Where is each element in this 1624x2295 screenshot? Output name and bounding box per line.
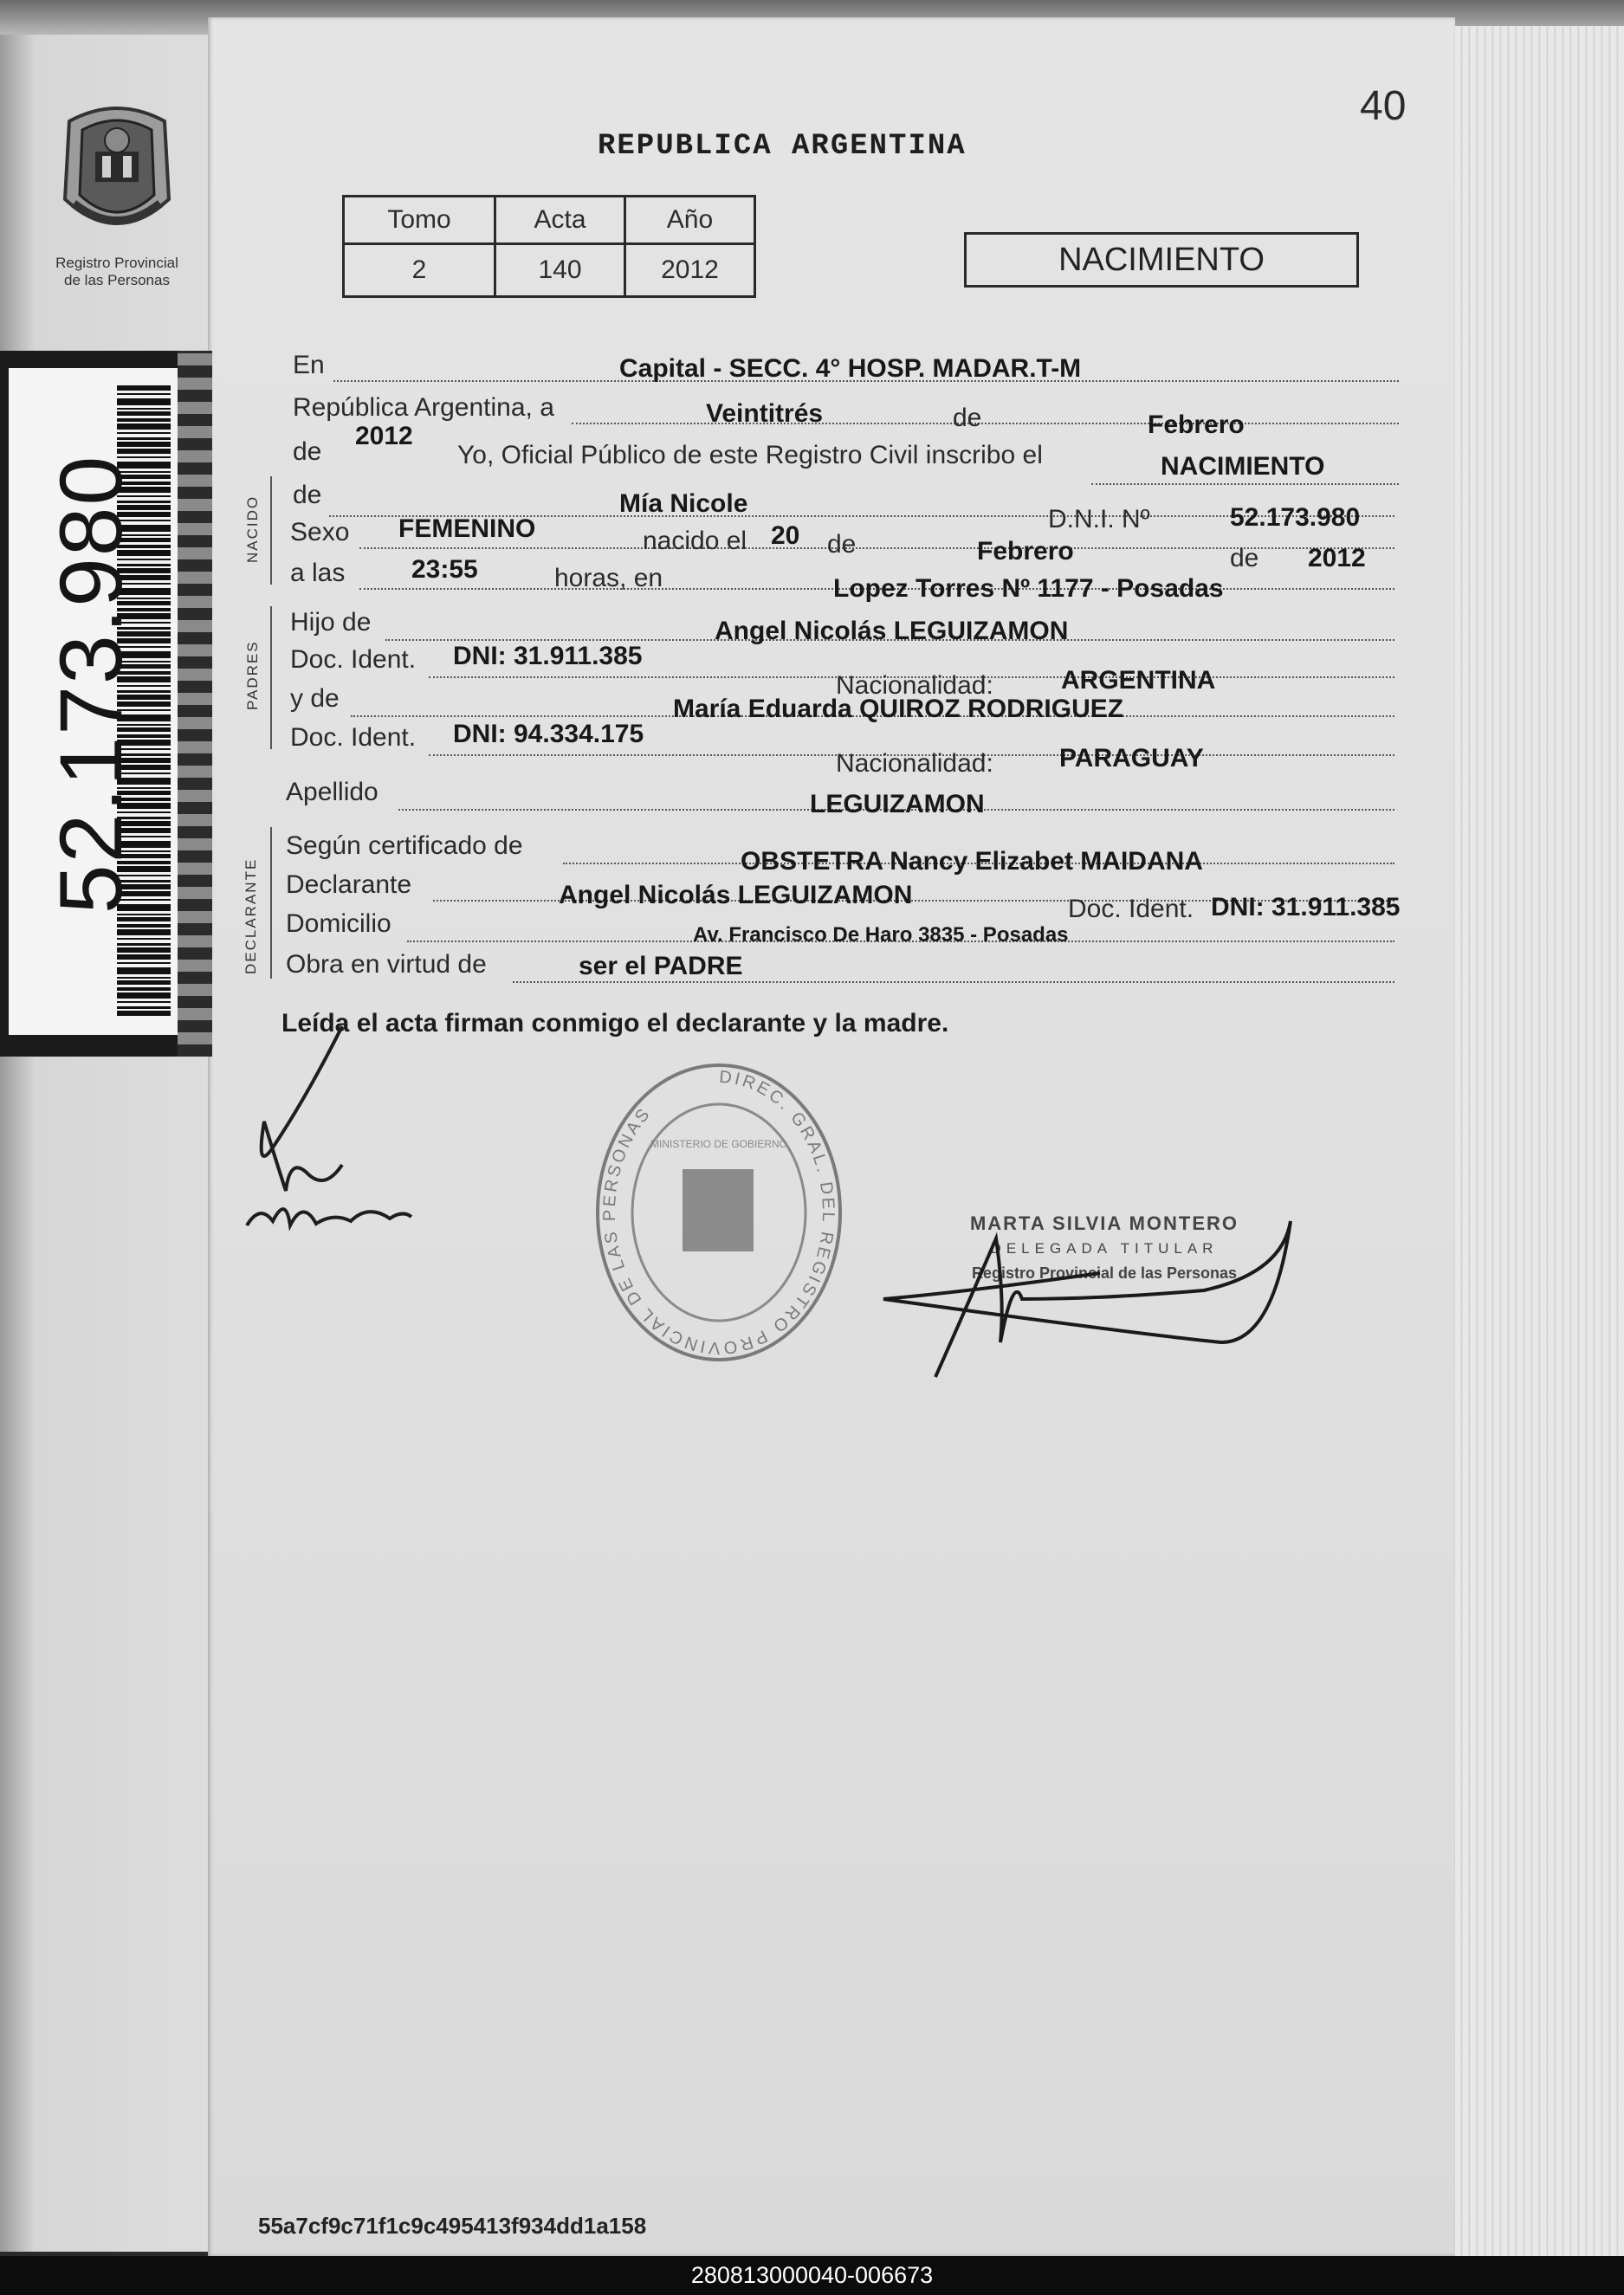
row-apellido xyxy=(286,778,1420,817)
child-dni: 52.173.980 xyxy=(1230,503,1361,532)
hijo-de-label: Hijo de xyxy=(290,608,372,637)
apellido-label: Apellido xyxy=(286,778,379,806)
father-nationality: ARGENTINA xyxy=(1061,666,1216,695)
official-role: DELEGADA TITULAR xyxy=(990,1240,1219,1257)
document-title: REPUBLICA ARGENTINA xyxy=(598,130,967,163)
declarante-doc: DNI: 31.911.385 xyxy=(1211,893,1401,921)
sexo-label: Sexo xyxy=(290,518,350,546)
obra-label: Obra en virtud de xyxy=(286,950,487,979)
row-certificado xyxy=(286,831,1420,876)
birth-day: 20 xyxy=(771,521,800,550)
birth-place: Lopez Torres Nº 1177 - Posadas xyxy=(833,574,1224,603)
nacido-el-label: nacido el xyxy=(643,527,747,555)
padres-section-label: PADRES xyxy=(244,640,261,710)
official-name: MARTA SILVIA MONTERO xyxy=(969,1212,1239,1234)
y-de-label: y de xyxy=(290,684,340,713)
page-number: 40 xyxy=(1360,83,1407,129)
father-doc-label: Doc. Ident. xyxy=(290,645,417,674)
de-label-2: de xyxy=(293,437,322,466)
domicilio-value: Av. Francisco De Haro 3835 - Posadas xyxy=(693,923,1069,947)
sticker-number: 52.173.980 xyxy=(42,454,140,915)
closing-statement: Leída el acta firman conmigo el declarante y la madre. xyxy=(281,1009,949,1038)
register-header-ano: Año xyxy=(625,197,755,244)
mother-name: María Eduarda QUIROZ RODRIGUEZ xyxy=(673,695,1124,723)
official-signature xyxy=(875,1169,1308,1394)
register-value-acta: 140 xyxy=(495,244,625,297)
row-year xyxy=(286,422,1420,481)
declarant-signature xyxy=(238,1018,437,1251)
registry-round-seal xyxy=(580,1048,857,1394)
seal-ring-text: DIREC. GRAL. DEL REGISTRO PROVINCIAL DE LAS PERSONAS xyxy=(599,1067,838,1358)
act-type-box: NACIMIENTO xyxy=(964,232,1359,288)
republica-label: República Argentina, a xyxy=(293,393,554,422)
row-mother-doc xyxy=(286,720,1420,778)
birth-time: 23:55 xyxy=(411,555,478,584)
birth-de-label-1: de xyxy=(827,530,857,559)
row-obra xyxy=(286,950,1420,989)
dni-label: D.N.I. Nº xyxy=(1048,505,1150,533)
registry-caption-line1: Registro Provincial xyxy=(55,255,178,271)
nacido-bracket xyxy=(270,476,272,585)
seal-inner-text: MINISTERIO DE GOBIERNO xyxy=(650,1138,788,1150)
register-header-acta: Acta xyxy=(495,197,625,244)
padres-bracket xyxy=(270,606,272,749)
mother-doc: DNI: 94.334.175 xyxy=(453,720,644,748)
row-en xyxy=(286,351,1420,390)
register-header-tomo: Tomo xyxy=(344,197,495,244)
document-hash: 55a7cf9c71f1c9c495413f934dd1a158 xyxy=(258,2213,647,2239)
birth-month: Febrero xyxy=(977,537,1074,566)
row-declarante xyxy=(286,870,1420,923)
father-nat-label: Nacionalidad: xyxy=(836,671,993,700)
dotted-line xyxy=(513,981,1394,983)
obra-value: ser el PADRE xyxy=(579,952,743,980)
de-label: de xyxy=(953,404,982,432)
mother-doc-label: Doc. Ident. xyxy=(290,723,417,752)
mother-nat-label: Nacionalidad: xyxy=(836,749,993,778)
sexo-value: FEMENINO xyxy=(398,514,536,543)
declarante-doc-label: Doc. Ident. xyxy=(1068,895,1194,923)
day-words: Veintitrés xyxy=(706,399,824,428)
declarante-section-label: DECLARANTE xyxy=(243,857,259,974)
year: 2012 xyxy=(355,422,413,450)
domicilio-label: Domicilio xyxy=(286,909,391,938)
register-value-tomo: 2 xyxy=(344,244,495,297)
cert-label: Según certificado de xyxy=(286,831,523,860)
inscribe-value: NACIMIENTO xyxy=(1161,452,1325,481)
horas-label: horas, en xyxy=(554,564,663,592)
a-las-label: a las xyxy=(290,559,346,587)
apellido-value: LEGUIZAMON xyxy=(810,790,985,818)
official-office: Registro Provincial de las Personas xyxy=(971,1264,1238,1282)
child-name: Mía Nicole xyxy=(619,489,748,518)
birth-de-label-2: de xyxy=(1230,544,1259,572)
registry-caption-line2: de las Personas xyxy=(64,272,170,288)
father-doc: DNI: 31.911.385 xyxy=(453,642,643,670)
declarante-name: Angel Nicolás LEGUIZAMON xyxy=(559,881,913,909)
certificate-issuer: OBSTETRA Nancy Elizabet MAIDANA xyxy=(741,847,1203,876)
nacido-de-label: de xyxy=(293,481,322,509)
row-y-de xyxy=(286,684,1420,723)
register-value-ano: 2012 xyxy=(625,244,755,297)
birth-year: 2012 xyxy=(1308,544,1366,572)
en-label: En xyxy=(293,351,325,379)
month: Febrero xyxy=(1148,411,1245,439)
declarante-label: Declarante xyxy=(286,870,412,899)
scan-reference-code: 280813000040-006673 xyxy=(690,2262,934,2288)
row-domicilio xyxy=(286,909,1420,948)
father-name: Angel Nicolás LEGUIZAMON xyxy=(715,617,1069,645)
yo-text: Yo, Oficial Público de este Registro Civil inscribo el xyxy=(457,441,1043,469)
declarante-bracket xyxy=(270,827,272,979)
mother-nationality: PARAGUAY xyxy=(1059,744,1204,773)
en-value: Capital - SECC. 4° HOSP. MADAR.T-M xyxy=(619,354,1082,383)
nacido-section-label: NACIDO xyxy=(244,495,261,563)
